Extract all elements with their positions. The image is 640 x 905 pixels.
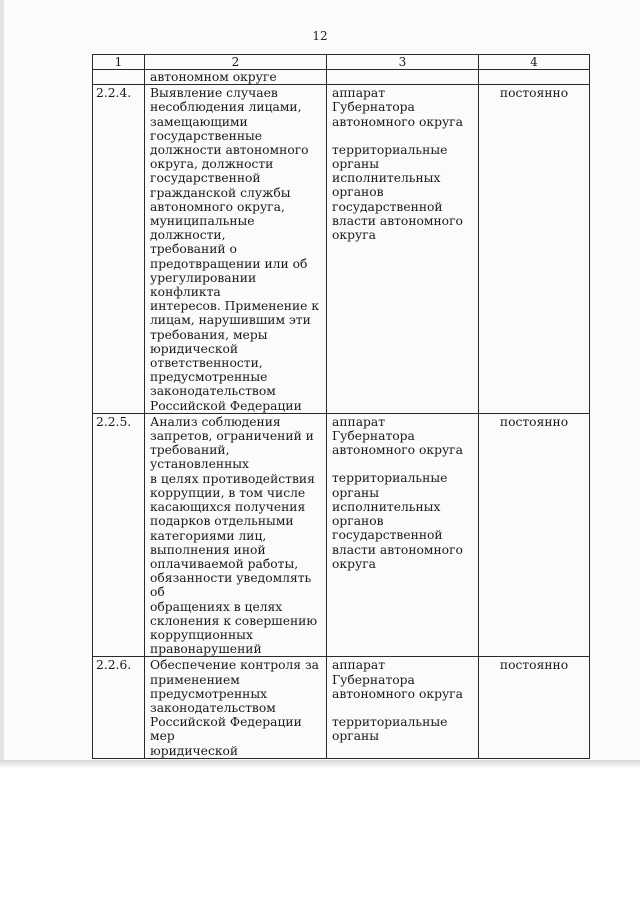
row-measure [145,657,327,758]
table-row [93,657,590,758]
table-row [93,413,590,656]
measures-table [92,54,590,759]
header-col-2: 2 [145,55,327,70]
header-col-4: 4 [479,55,590,70]
measure-text: Выявление случаев несоблюдения лицами, замещающими государственные должности автономного округа, должности государственной гражданской службы автономного округа, муниципальные должности, требований о предотвращении или об урегулировании конфликта интересов. Применение к лицам, нарушившим эти требования, меры юридической ответственности, предусмотренные законодательством Российской Федерации [150,86,320,413]
scan-edge-left [0,0,4,765]
header-row [93,55,590,70]
row-period: постоянно [479,413,590,656]
row-number: 2.2.6. [93,657,145,758]
measure-text: Обеспечение контроля за применением предусмотренных законодательством Российской Федерации мер юридической [150,658,319,758]
executor-primary: аппарат Губернатора автономного округа [332,86,463,129]
row-executors [327,657,479,758]
executor-primary: аппарат Губернатора автономного округа [332,658,463,701]
executor-secondary: территориальные органы исполнительных органов государственной власти автономного округа [332,471,463,571]
scan-edge-bottom [0,760,640,768]
row-measure [145,413,327,656]
table-row [93,85,590,414]
continuation-text: автономном округе [145,70,327,85]
continuation-exec-cell [327,70,479,85]
header-col-1: 1 [93,55,145,70]
page-number: 12 [312,29,328,43]
continuation-period-cell [479,70,590,85]
row-executors [327,413,479,656]
row-period: постоянно [479,657,590,758]
row-number: 2.2.4. [93,85,145,414]
continuation-row [93,70,590,85]
row-measure [145,85,327,414]
header-col-3: 3 [327,55,479,70]
measure-text: Анализ соблюдения запретов, ограничений и требований, установленных в целях противодействия коррупции, в том числе касающихся получения подарков отдельными категориями лиц, выполнения иной оплачиваемой работы, обязанности уведомлять об обращениях в целях склонения к совершению коррупционных правонарушений [150,414,318,657]
executor-secondary: территориальные органы исполнительных органов государственной власти автономного округа [332,142,463,243]
executor-primary: аппарат Губернатора автономного округа [332,414,463,458]
row-executors [327,85,479,414]
row-period: постоянно [479,85,590,414]
executor-secondary: территориальные органы [332,714,448,744]
row-number: 2.2.5. [93,413,145,656]
continuation-num-cell [93,70,145,85]
